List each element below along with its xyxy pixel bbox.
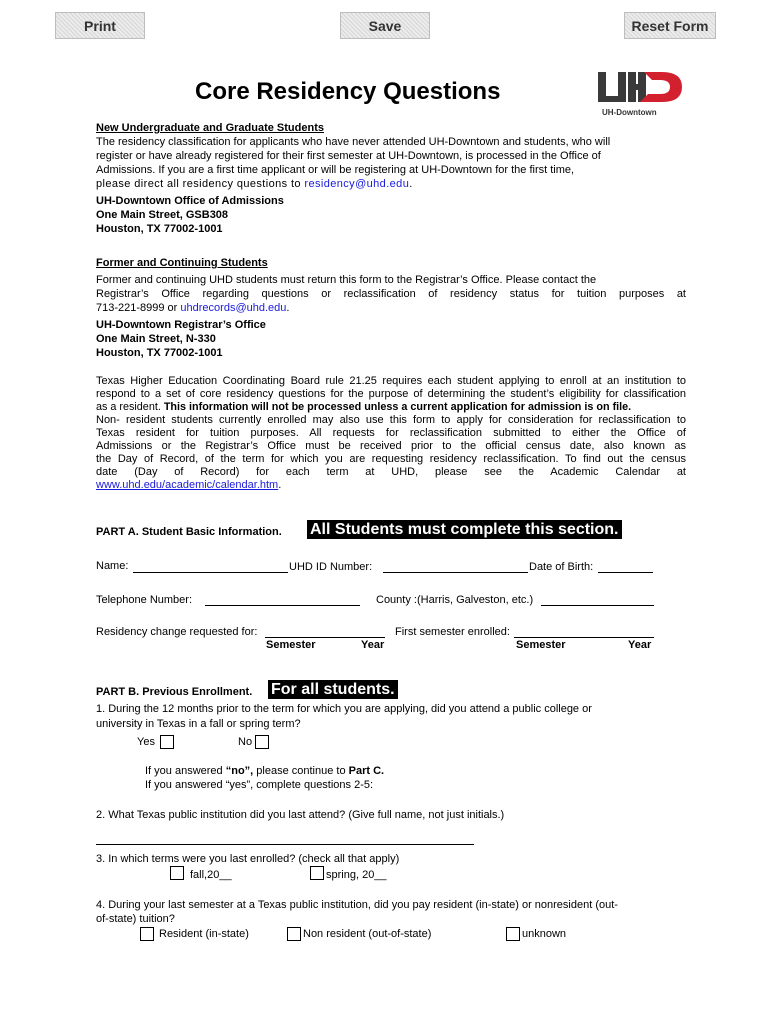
question-1-line-1: 1. During the 12 months prior to the term for which you are applying, did you attend a public college or: [96, 703, 592, 715]
uhd-logo-mark: [596, 68, 686, 108]
fall-checkbox[interactable]: [170, 866, 184, 880]
former-students-line-1: Former and continuing UHD students must return this form to the Registrar’s Office. Please contact the: [96, 274, 597, 286]
logo-caption: UH-Downtown: [602, 108, 657, 117]
reset-form-button[interactable]: Reset Form: [624, 12, 716, 39]
rule-line-7: the Day of Record, of the term for which you are requesting residency reclassification. To find out the census: [96, 453, 686, 465]
registrar-office-name: UH-Downtown Registrar’s Office: [96, 319, 266, 331]
resident-label: Resident (in-state): [159, 928, 249, 940]
admissions-office-city: Houston, TX 77002-1001: [96, 223, 223, 235]
former-students-line-3: 713-221-8999 or uhdrecords@uhd.edu.: [96, 302, 290, 314]
residency-change-input[interactable]: [265, 637, 385, 638]
note-yes-answer: If you answered “yes”, complete questions 2-5:: [145, 779, 374, 791]
uhd-logo: [596, 68, 686, 120]
first-year-caption: Year: [628, 639, 652, 651]
rule-line-3: as a resident. This information will not be processed unless a current application for admission is on file.: [96, 401, 632, 413]
rule-line-4: Non- resident students currently enrolled may also use this form to apply for consideration for reclassification to: [96, 414, 686, 426]
question-4-line-2: of-state) tuition?: [96, 913, 175, 925]
nonresident-checkbox[interactable]: [287, 927, 301, 941]
academic-calendar-link[interactable]: www.uhd.edu/academic/calendar.htm: [96, 479, 279, 491]
date-of-birth-input[interactable]: [598, 572, 653, 573]
name-label: Name:: [96, 560, 129, 572]
rule-line-1: Texas Higher Education Coordinating Board rule 21.25 requires each student applying to enroll at an institution to: [96, 375, 686, 387]
telephone-input[interactable]: [205, 605, 360, 606]
residency-change-label: Residency change requested for:: [96, 626, 258, 638]
print-button[interactable]: Print: [55, 12, 145, 39]
new-students-line-4: please direct all residency questions to residency@uhd.edu.: [96, 178, 413, 190]
institution-input[interactable]: [96, 844, 474, 845]
records-email-link[interactable]: uhdrecords@uhd.edu: [180, 302, 287, 314]
fall-label: fall,20__: [190, 869, 232, 881]
no-checkbox[interactable]: [255, 735, 269, 749]
county-input[interactable]: [541, 605, 654, 606]
former-students-heading: Former and Continuing Students: [96, 257, 268, 269]
note-no-answer: If you answered “no”, please continue to Part C.: [145, 765, 385, 777]
spring-label: spring, 20__: [326, 869, 387, 881]
first-semester-caption: Semester: [516, 639, 566, 651]
part-b-banner: For all students.: [268, 680, 398, 699]
part-a-banner: All Students must complete this section.: [307, 520, 622, 539]
registrar-office-street: One Main Street, N-330: [96, 333, 216, 345]
unknown-checkbox[interactable]: [506, 927, 520, 941]
rule-line-6: Admissions or the Registrar’s Office must be received prior to the official census date, also known as: [96, 440, 686, 452]
admissions-office-name: UH-Downtown Office of Admissions: [96, 195, 284, 207]
new-students-line-3: Admissions. If you are a first time applicant or will be registering at UH-Downtown for the first time,: [96, 164, 575, 176]
first-semester-label: First semester enrolled:: [395, 626, 510, 638]
first-semester-input[interactable]: [514, 637, 654, 638]
page-title: Core Residency Questions: [195, 78, 501, 105]
registrar-office-city: Houston, TX 77002-1001: [96, 347, 223, 359]
date-of-birth-label: Date of Birth:: [529, 561, 594, 573]
unknown-label: unknown: [522, 928, 567, 940]
part-b-label: PART B. Previous Enrollment.: [96, 686, 253, 698]
spring-checkbox[interactable]: [310, 866, 324, 880]
new-students-line-1: The residency classification for applicants who have never attended UH-Downtown and students, who will: [96, 136, 611, 148]
rule-line-8: date (Day of Record) for each term at UHD, please see the Academic Calendar at: [96, 466, 686, 478]
residency-year-caption: Year: [361, 639, 385, 651]
residency-email-link[interactable]: residency@uhd.edu: [304, 178, 410, 190]
nonresident-label: Non resident (out-of-state): [303, 928, 432, 940]
resident-checkbox[interactable]: [140, 927, 154, 941]
new-students-heading: New Undergraduate and Graduate Students: [96, 122, 324, 134]
question-4-line-1: 4. During your last semester at a Texas public institution, did you pay resident (in-state) or nonresident (out-: [96, 899, 618, 911]
rule-line-9: www.uhd.edu/academic/calendar.htm.: [96, 479, 282, 491]
new-students-line-2: register or have already registered for their first semester at UH-Downtown, is processed in the Office of: [96, 150, 601, 162]
question-1-line-2: university in Texas in a fall or spring term?: [96, 718, 301, 730]
yes-label: Yes: [137, 736, 155, 748]
part-a-label: PART A. Student Basic Information.: [96, 526, 282, 538]
telephone-label: Telephone Number:: [96, 594, 193, 606]
rule-line-2: respond to a set of core residency questions for the purpose of determining the student’s eligibility for classification: [96, 388, 686, 400]
residency-semester-caption: Semester: [266, 639, 316, 651]
question-3: 3. In which terms were you last enrolled? (check all that apply): [96, 853, 400, 865]
rule-line-5: Texas resident for tuition purposes. All requests for reclassification submitted to either the Office of: [96, 427, 686, 439]
county-label: County :(Harris, Galveston, etc.): [376, 594, 534, 606]
name-input[interactable]: [133, 572, 288, 573]
question-2: 2. What Texas public institution did you last attend? (Give full name, not just initials.): [96, 809, 505, 821]
uhd-id-label: UHD ID Number:: [289, 561, 373, 573]
former-students-line-2: Registrar’s Office regarding questions or reclassification of residency status for tuition purposes at: [96, 288, 686, 300]
uhd-id-input[interactable]: [383, 572, 528, 573]
admissions-office-street: One Main Street, GSB308: [96, 209, 229, 221]
save-button[interactable]: Save: [340, 12, 430, 39]
no-label: No: [238, 736, 253, 748]
yes-checkbox[interactable]: [160, 735, 174, 749]
